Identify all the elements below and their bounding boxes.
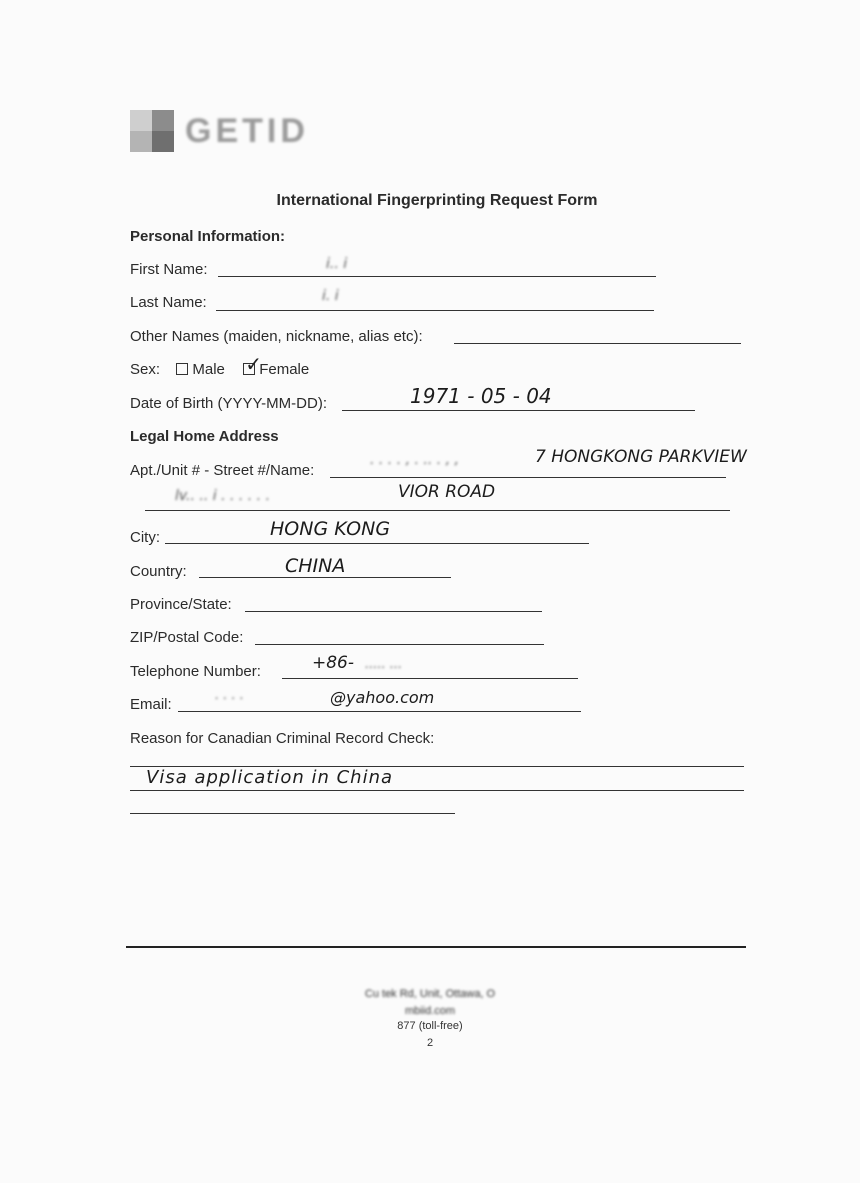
street-redacted-1: . . . . , . .. . , , [370,452,460,468]
email-value: @yahoo.com [330,688,435,707]
reason-value: Visa application in China [146,767,394,788]
logo-square-3 [130,131,152,152]
footer-website: mbiid.com [404,1005,456,1017]
first-name-label: First Name: [130,261,208,278]
other-names-label: Other Names (maiden, nickname, alias etc): [130,328,423,345]
other-names-field-line[interactable] [454,343,741,344]
logo-square-1 [130,110,152,131]
reason-label: Reason for Canadian Criminal Record Check: [130,730,435,747]
zip-label: ZIP/Postal Code: [130,629,244,646]
last-name-value: i. i [322,288,339,304]
street-redacted-2: lv.. .. i . . . . . . [175,488,271,504]
sex-row [130,354,310,378]
last-name-field-line[interactable] [216,310,654,311]
legal-address-heading: Legal Home Address [130,428,279,445]
country-field-line[interactable] [199,577,451,578]
footer-address: Cu tek Rd, Unit, Ottawa, O [364,988,496,1000]
sex-label: Sex: [130,361,161,378]
female-checkbox[interactable] [243,354,262,376]
reason-field-line-2[interactable] [130,790,744,791]
logo-square-4 [152,131,174,152]
phone-label: Telephone Number: [130,663,261,680]
form-title: International Fingerprinting Request Form [276,192,598,209]
first-name-value: i.. i [326,256,348,272]
logo-wordmark: GETID [185,112,309,150]
dob-value: 1971 - 05 - 04 [410,384,552,408]
street-line1-value: 7 HONGKONG PARKVIEW [535,447,747,467]
male-option-label: Male [192,361,225,378]
dob-field-line[interactable] [342,410,695,411]
female-option-label: Female [259,361,310,378]
logo-square-2 [152,110,174,131]
zip-field-line[interactable] [255,644,544,645]
footer-divider [126,946,746,948]
female-checkmark-icon: ✓ [245,354,262,376]
company-logo [130,110,370,155]
phone-field-line[interactable] [282,678,578,679]
country-label: Country: [130,563,187,580]
city-label: City: [130,529,160,546]
footer-phone: 877 (toll-free) [397,1020,463,1032]
last-name-label: Last Name: [130,294,207,311]
first-name-field-line[interactable] [218,276,656,277]
street-field-line-2[interactable] [145,510,730,511]
country-value: CHINA [285,555,346,577]
page-number: 2 [426,1037,434,1049]
city-field-line[interactable] [165,543,589,544]
street-field-line-1[interactable] [330,477,726,478]
province-label: Province/State: [130,596,232,613]
street-label: Apt./Unit # - Street #/Name: [130,462,315,479]
province-field-line[interactable] [245,611,542,612]
personal-info-heading: Personal Information: [130,228,286,245]
phone-redacted: ..... ... [365,657,403,672]
email-label: Email: [130,696,172,713]
logo-mark [130,110,174,152]
phone-value: +86- [312,653,355,673]
street-line2-value: VIOR ROAD [398,482,496,502]
email-field-line[interactable] [178,711,581,712]
reason-field-line-3[interactable] [130,813,455,814]
dob-label: Date of Birth (YYYY-MM-DD): [130,395,327,412]
email-redacted: . . . . [215,688,244,703]
city-value: HONG KONG [270,518,391,540]
male-checkbox[interactable] [176,363,188,375]
